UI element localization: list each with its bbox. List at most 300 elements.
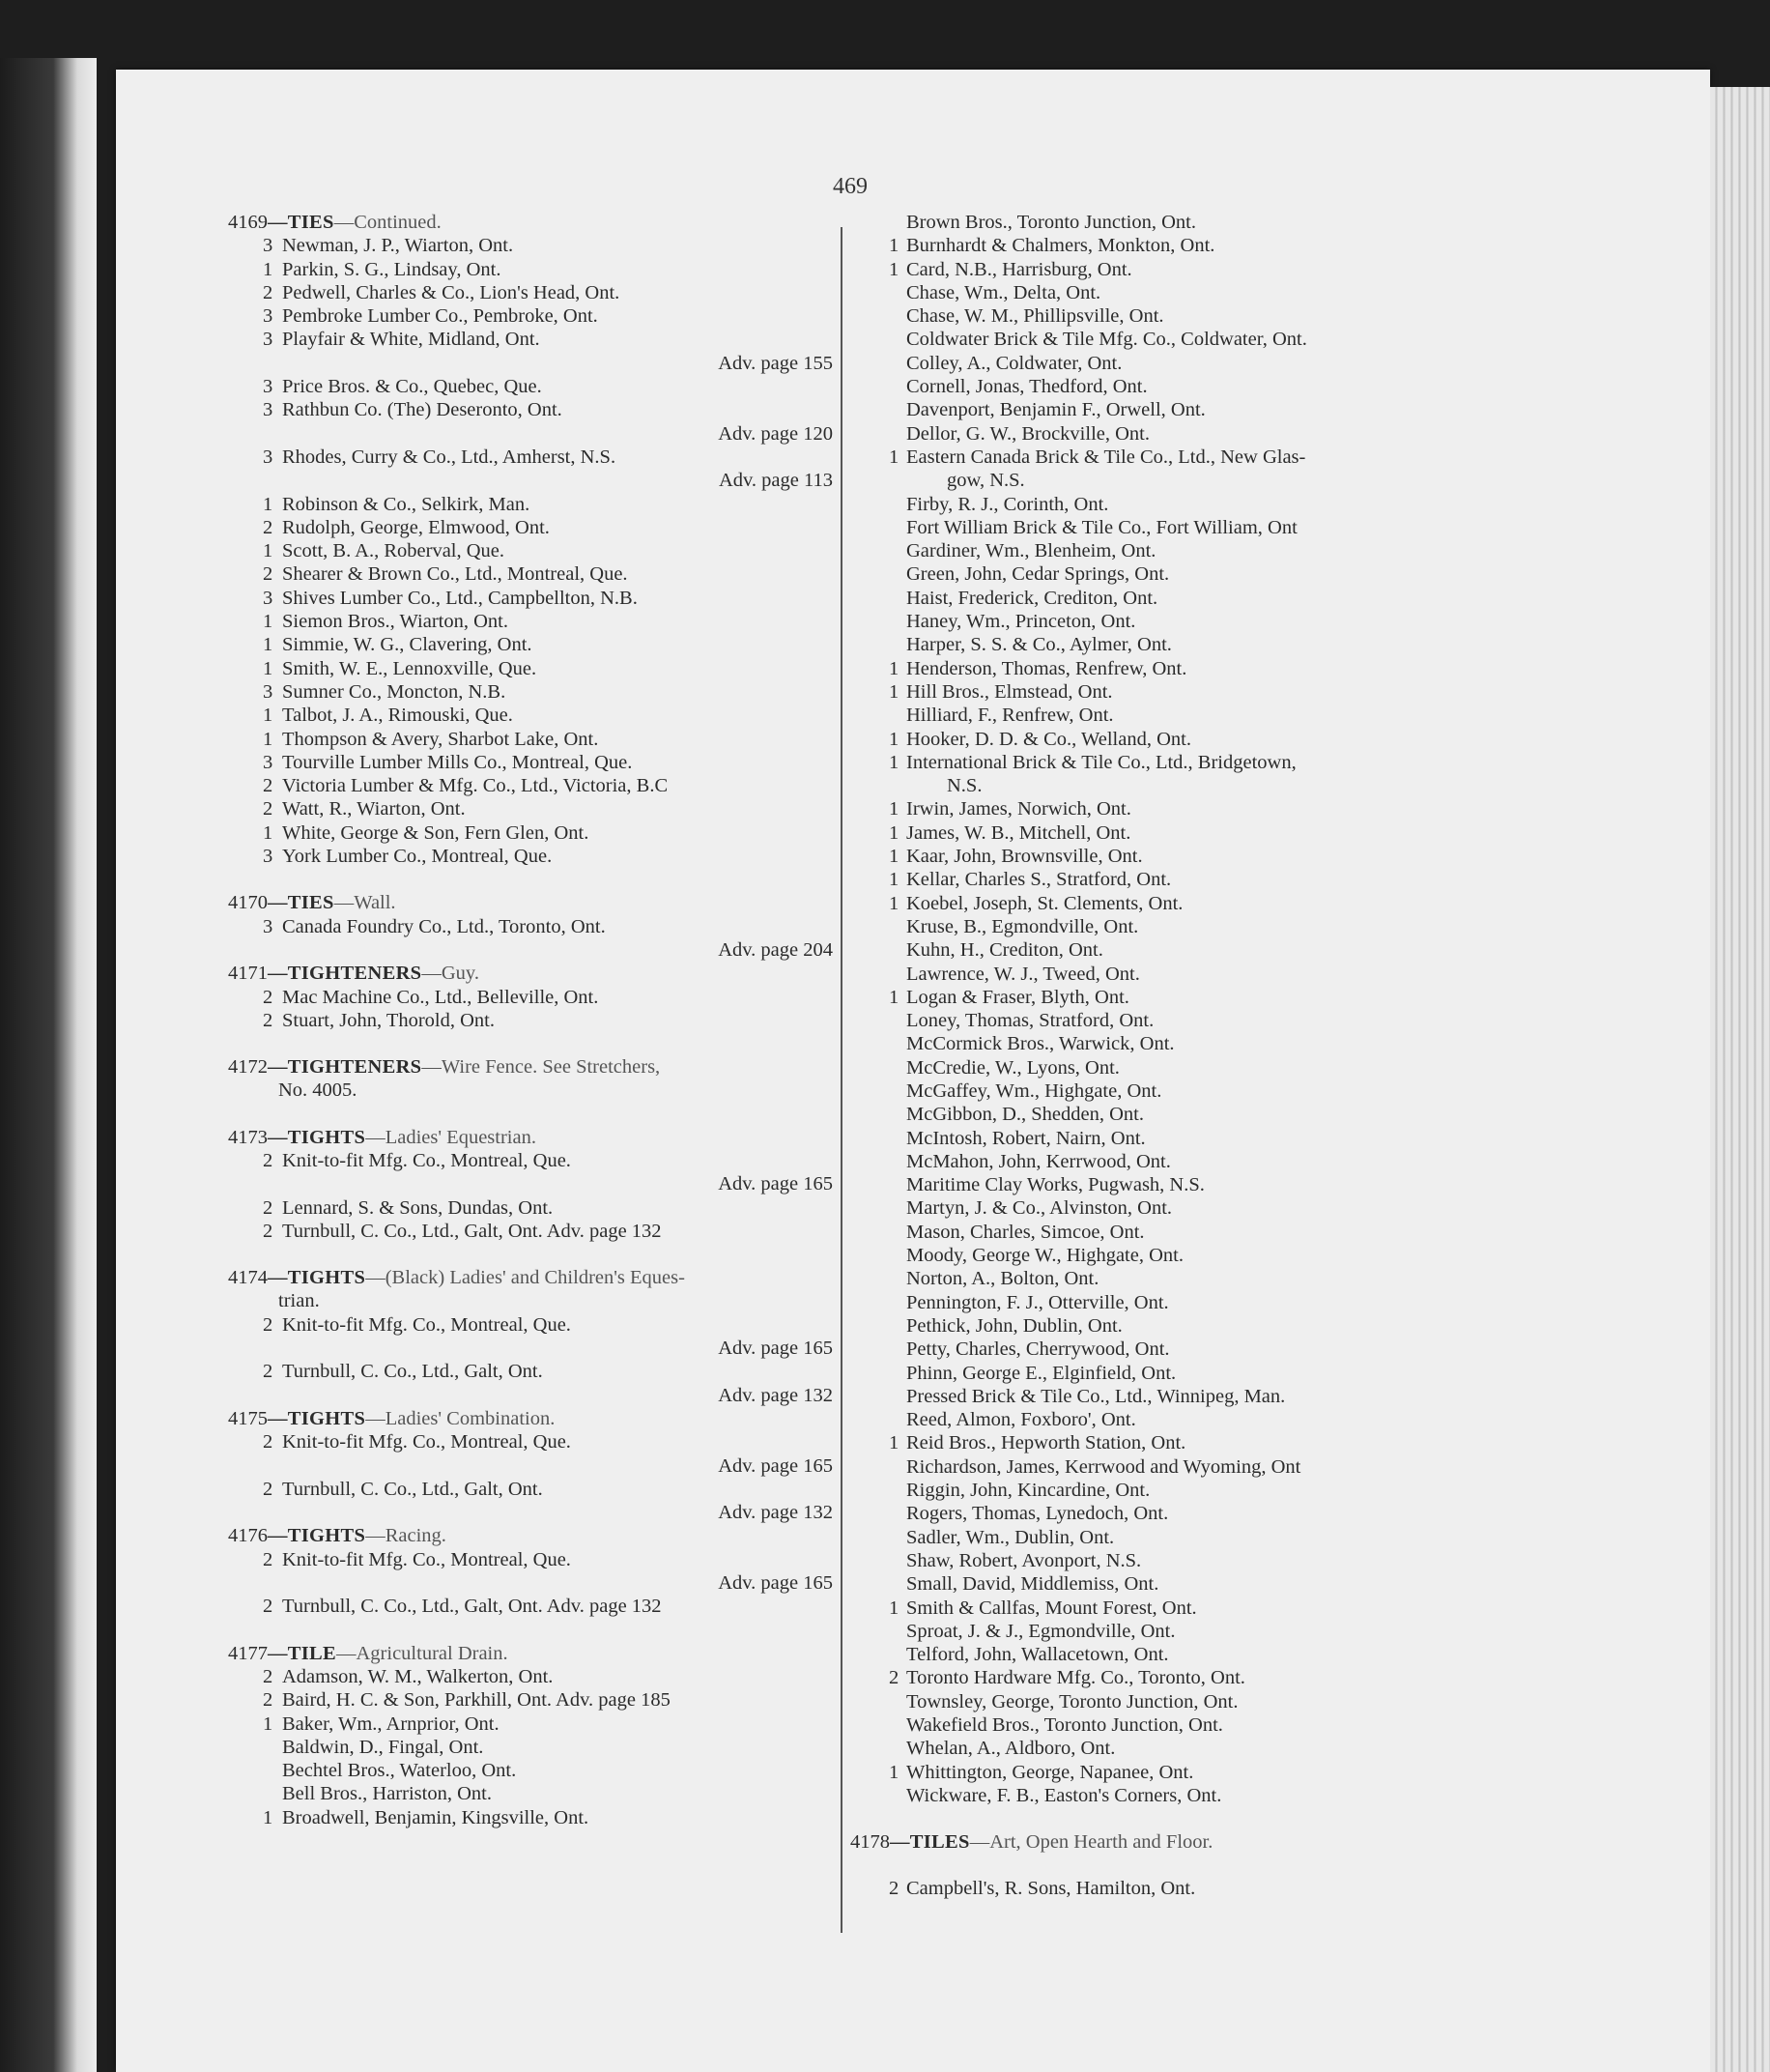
entry-grade: 2: [263, 798, 273, 820]
entry-name: Hill Bros., Elmstead, Ont.: [906, 680, 1113, 703]
directory-entry: [850, 516, 1449, 539]
category-keyword: —TIGHTENERS: [268, 963, 422, 985]
category-heading-continuation: No. 4005.: [278, 1079, 357, 1102]
entry-name: James, W. B., Mitchell, Ont.: [906, 821, 1131, 844]
entry-name: Stuart, John, Thorold, Ont.: [282, 1009, 495, 1031]
entry-name: Henderson, Thomas, Renfrew, Ont.: [906, 657, 1187, 679]
entry-name: Toronto Hardware Mfg. Co., Toronto, Ont.: [906, 1667, 1245, 1689]
directory-entry: [850, 1056, 1449, 1079]
directory-entry: [228, 821, 837, 845]
entry-name: Eastern Canada Brick & Tile Co., Ltd., New Glas-: [906, 446, 1306, 468]
entry-grade: 1: [889, 1432, 899, 1454]
entry-name: Haney, Wm., Princeton, Ont.: [906, 611, 1136, 633]
entry-name: Townsley, George, Toronto Junction, Ont.: [906, 1690, 1239, 1712]
entry-name: Newman, J. P., Wiarton, Ont.: [282, 235, 514, 257]
entry-grade: 1: [263, 705, 273, 727]
directory-entry: [228, 539, 837, 562]
category-keyword: —TIGHTS: [268, 1407, 366, 1429]
entry-name: Simmie, W. G., Clavering, Ont.: [282, 634, 532, 656]
category-heading: [228, 1126, 837, 1149]
section-gap: [850, 1807, 1449, 1830]
category-subtitle: —Art, Open Hearth and Floor.: [969, 1831, 1213, 1854]
category-number: 4169: [228, 212, 268, 233]
entry-name: Logan & Fraser, Blyth, Ont.: [906, 986, 1129, 1008]
directory-entry: [850, 493, 1449, 516]
category-subtitle: —Continued.: [333, 212, 442, 233]
entry-name: Hilliard, F., Renfrew, Ont.: [906, 705, 1114, 727]
directory-entry: [850, 1526, 1449, 1549]
category-heading: [228, 211, 837, 234]
advertisement-page-ref: Adv. page 132: [718, 1502, 833, 1524]
advertisement-page-ref: Adv. page 204: [718, 938, 833, 961]
entry-name: Brown Bros., Toronto Junction, Ont.: [906, 212, 1196, 233]
advertisement-page-ref: Adv. page 155: [718, 352, 833, 374]
entry-grade: 1: [889, 846, 899, 868]
advertisement-page-ref: Adv. page 165: [718, 1338, 833, 1360]
entry-name: McCredie, W., Lyons, Ont.: [906, 1056, 1120, 1079]
entry-grade: 1: [889, 728, 899, 750]
entry-name: Baldwin, D., Fingal, Ont.: [282, 1736, 484, 1758]
left-column: [228, 211, 837, 1829]
category-number: 4178: [850, 1831, 890, 1854]
entry-name: Fort William Brick & Tile Co., Fort William, Ont: [906, 516, 1298, 538]
entry-grade: 1: [263, 611, 273, 633]
category-heading: [228, 1055, 837, 1079]
directory-entry: [850, 328, 1449, 351]
entry-continuation: N.S.: [947, 775, 983, 797]
section-gap: [228, 1619, 837, 1642]
right-column: [850, 211, 1449, 1901]
entry-name: Whelan, A., Aldboro, Ont.: [906, 1738, 1116, 1760]
entry-name: Mac Machine Co., Ltd., Belleville, Ont.: [282, 986, 599, 1008]
directory-entry: [228, 1759, 837, 1782]
advertisement-page-ref: Adv. page 165: [718, 1454, 833, 1477]
category-heading: [228, 962, 837, 985]
entry-name: Card, N.B., Harrisburg, Ont.: [906, 258, 1132, 280]
entry-name: Moody, George W., Highgate, Ont.: [906, 1245, 1184, 1267]
entry-name: Colley, A., Coldwater, Ont.: [906, 352, 1123, 374]
entry-name: Knit-to-fit Mfg. Co., Montreal, Que.: [282, 1548, 571, 1570]
directory-entry: [228, 258, 837, 281]
entry-name: Lennard, S. & Sons, Dundas, Ont.: [282, 1196, 554, 1219]
entry-grade: 2: [263, 1220, 273, 1242]
directory-entry: [228, 680, 837, 704]
entry-name: Siemon Bros., Wiarton, Ont.: [282, 611, 508, 633]
directory-entry: [850, 539, 1449, 562]
directory-entry: [228, 845, 837, 868]
directory-entry: [850, 1244, 1449, 1267]
directory-entry: [850, 915, 1449, 938]
entry-name: Burnhardt & Chalmers, Monkton, Ont.: [906, 235, 1215, 257]
section-gap: [228, 1243, 837, 1266]
directory-entry: [850, 1479, 1449, 1502]
advertisement-page-ref: Adv. page 132: [718, 1384, 833, 1406]
section-gap: [228, 868, 837, 891]
directory-entry: [228, 328, 837, 351]
category-heading: [228, 1642, 837, 1665]
entry-grade: 3: [263, 399, 273, 421]
entry-grade: 3: [263, 846, 273, 868]
category-subtitle: —Ladies' Equestrian.: [365, 1126, 536, 1148]
directory-entry: [228, 281, 837, 304]
directory-entry: [850, 1784, 1449, 1807]
directory-entry: [850, 704, 1449, 727]
entry-name: Wickware, F. B., Easton's Corners, Ont.: [906, 1784, 1222, 1806]
entry-name: White, George & Son, Fern Glen, Ont.: [282, 821, 589, 844]
directory-entry: [228, 304, 837, 328]
entry-grade: 1: [889, 892, 899, 914]
entry-name: Turnbull, C. Co., Ltd., Galt, Ont.: [282, 1478, 543, 1500]
advertisement-page-ref: Adv. page 120: [718, 422, 833, 445]
entry-grade: 2: [263, 1548, 273, 1570]
entry-name: York Lumber Co., Montreal, Que.: [282, 846, 553, 868]
directory-entry: [850, 938, 1449, 962]
directory-entry: [850, 211, 1449, 234]
entry-grade: 2: [889, 1878, 899, 1900]
entry-grade: 2: [263, 775, 273, 797]
directory-entry: [850, 1314, 1449, 1338]
entry-name: Firby, R. J., Corinth, Ont.: [906, 493, 1109, 515]
entry-name: Dellor, G. W., Brockville, Ont.: [906, 422, 1150, 445]
entry-name: Tourville Lumber Mills Co., Montreal, Que.: [282, 751, 633, 773]
entry-name: Robinson & Co., Selkirk, Man.: [282, 493, 530, 515]
category-number: 4172: [228, 1056, 268, 1079]
category-heading-continuation: trian.: [278, 1290, 320, 1312]
entry-name: Bell Bros., Harriston, Ont.: [282, 1783, 492, 1805]
entry-name: Rathbun Co. (The) Deseronto, Ont.: [282, 399, 562, 421]
entry-name: Lawrence, W. J., Tweed, Ont.: [906, 963, 1140, 985]
directory-entry: [850, 1221, 1449, 1244]
entry-name: Reid Bros., Hepworth Station, Ont.: [906, 1432, 1186, 1454]
directory-entry: [850, 352, 1449, 375]
directory-entry: [850, 446, 1449, 469]
section-gap: [228, 1032, 837, 1055]
directory-entry: [850, 1196, 1449, 1220]
entry-name: Playfair & White, Midland, Ont.: [282, 329, 540, 351]
entry-grade: 2: [263, 1478, 273, 1500]
category-keyword: —TILE: [268, 1642, 336, 1664]
directory-entry: [850, 1761, 1449, 1784]
page-number: 469: [833, 174, 868, 199]
directory-entry: [228, 751, 837, 774]
section-gap: [228, 1103, 837, 1126]
entry-name: Bechtel Bros., Waterloo, Ont.: [282, 1760, 517, 1782]
directory-entry: [850, 821, 1449, 845]
advertisement-page-ref: Adv. page 165: [718, 1572, 833, 1595]
entry-name: Rudolph, George, Elmwood, Ont.: [282, 516, 550, 538]
category-subtitle: —Racing.: [365, 1525, 446, 1547]
entry-grade: 1: [263, 540, 273, 562]
entry-name: Green, John, Cedar Springs, Ont.: [906, 563, 1170, 586]
entry-name: Mason, Charles, Simcoe, Ont.: [906, 1221, 1145, 1243]
directory-entry: [228, 1548, 837, 1571]
entry-name: Rogers, Thomas, Lynedoch, Ont.: [906, 1503, 1169, 1525]
entry-grade: 2: [263, 1596, 273, 1618]
entry-name: Turnbull, C. Co., Ltd., Galt, Ont. Adv. page 132: [282, 1220, 662, 1242]
entry-grade: 2: [263, 1689, 273, 1712]
directory-entry: [850, 845, 1449, 868]
category-subtitle: —Ladies' Combination.: [365, 1407, 556, 1429]
entry-name: Knit-to-fit Mfg. Co., Montreal, Que.: [282, 1149, 571, 1171]
directory-entry: [228, 1595, 837, 1618]
directory-entry: [850, 1620, 1449, 1643]
entry-grade: 1: [889, 1761, 899, 1783]
directory-entry: [228, 633, 837, 656]
directory-entry: [228, 587, 837, 610]
directory-entry: [850, 281, 1449, 304]
entry-name: Price Bros. & Co., Quebec, Que.: [282, 376, 542, 398]
entry-grade: 3: [263, 915, 273, 937]
entry-grade: 1: [263, 493, 273, 515]
directory-entry: [228, 562, 837, 586]
directory-entry: [850, 1150, 1449, 1173]
directory-entry: [850, 610, 1449, 633]
directory-entry: [228, 1478, 837, 1501]
directory-entry: [228, 516, 837, 539]
directory-entry: [228, 1430, 837, 1453]
category-number: 4175: [228, 1407, 268, 1429]
directory-entry: [850, 1408, 1449, 1431]
entry-name: Phinn, George E., Elginfield, Ont.: [906, 1362, 1177, 1384]
entry-grade: 1: [889, 680, 899, 703]
directory-entry: [228, 1712, 837, 1736]
directory-entry: [850, 1079, 1449, 1103]
entry-grade: 1: [263, 821, 273, 844]
entry-name: McCormick Bros., Warwick, Ont.: [906, 1033, 1175, 1055]
entry-name: Pressed Brick & Tile Co., Ltd., Winnipeg, Man.: [906, 1385, 1286, 1407]
entry-name: Shives Lumber Co., Ltd., Campbellton, N.B.: [282, 587, 638, 609]
directory-entry: [228, 1360, 837, 1383]
category-heading: [228, 891, 837, 914]
entry-grade: 2: [263, 563, 273, 586]
directory-entry: [850, 657, 1449, 680]
directory-entry: [850, 963, 1449, 986]
directory-entry: [850, 1666, 1449, 1689]
directory-entry: [850, 1502, 1449, 1525]
directory-entry: [228, 774, 837, 797]
entry-name: Rhodes, Curry & Co., Ltd., Amherst, N.S.: [282, 446, 616, 468]
directory-entry: [850, 1877, 1449, 1900]
entry-name: Baker, Wm., Arnprior, Ont.: [282, 1712, 500, 1735]
directory-entry: [850, 986, 1449, 1009]
entry-grade: 1: [263, 657, 273, 679]
category-number: 4177: [228, 1642, 268, 1664]
category-number: 4170: [228, 892, 268, 914]
entry-grade: 3: [263, 305, 273, 328]
entry-grade: 1: [263, 258, 273, 280]
directory-entry: [850, 258, 1449, 281]
directory-entry: [850, 1103, 1449, 1126]
directory-entry: [850, 1291, 1449, 1314]
directory-entry: [228, 657, 837, 680]
directory-entry: [850, 633, 1449, 656]
entry-name: Turnbull, C. Co., Ltd., Galt, Ont.: [282, 1361, 543, 1383]
advertisement-page-ref: Adv. page 165: [718, 1173, 833, 1195]
directory-entry: [228, 728, 837, 751]
entry-name: Pembroke Lumber Co., Pembroke, Ont.: [282, 305, 598, 328]
category-subtitle: —Wire Fence. See Stretchers,: [421, 1056, 661, 1079]
category-keyword: —TILES: [890, 1831, 970, 1854]
category-number: 4174: [228, 1267, 268, 1289]
directory-entry: [228, 234, 837, 257]
entry-name: Knit-to-fit Mfg. Co., Montreal, Que.: [282, 1313, 571, 1336]
directory-entry: [850, 1713, 1449, 1737]
entry-name: Watt, R., Wiarton, Ont.: [282, 798, 466, 820]
entry-name: McMahon, John, Kerrwood, Ont.: [906, 1150, 1171, 1172]
entry-name: Maritime Clay Works, Pugwash, N.S.: [906, 1174, 1205, 1196]
entry-grade: 2: [263, 281, 273, 303]
directory-entry: [850, 1127, 1449, 1150]
directory-entry: [228, 1806, 837, 1829]
entry-continuation: gow, N.S.: [947, 470, 1025, 492]
directory-entry: [228, 1149, 837, 1172]
category-number: 4173: [228, 1126, 268, 1148]
entry-grade: 1: [889, 657, 899, 679]
category-heading: [228, 1266, 837, 1289]
entry-name: Cornell, Jonas, Thedford, Ont.: [906, 376, 1148, 398]
directory-entry: [228, 1665, 837, 1688]
category-keyword: —TIGHTS: [268, 1267, 366, 1289]
directory-entry: [228, 915, 837, 938]
directory-entry: [850, 422, 1449, 446]
entry-grade: 1: [889, 798, 899, 820]
entry-grade: 3: [263, 376, 273, 398]
entry-name: Knit-to-fit Mfg. Co., Montreal, Que.: [282, 1431, 571, 1453]
directory-entry: [850, 398, 1449, 421]
entry-name: McIntosh, Robert, Nairn, Ont.: [906, 1127, 1146, 1149]
entry-name: Pennington, F. J., Otterville, Ont.: [906, 1291, 1169, 1313]
entry-grade: 2: [263, 1313, 273, 1336]
directory-entry: [850, 234, 1449, 257]
entry-name: Sadler, Wm., Dublin, Ont.: [906, 1526, 1115, 1548]
entry-grade: 2: [263, 1431, 273, 1453]
entry-name: Wakefield Bros., Toronto Junction, Ont.: [906, 1714, 1223, 1736]
directory-entry: [228, 1196, 837, 1220]
entry-name: Pethick, John, Dublin, Ont.: [906, 1314, 1123, 1337]
facing-page-edge: [0, 58, 97, 2072]
entry-grade: 2: [263, 1196, 273, 1219]
entry-name: Sumner Co., Moncton, N.B.: [282, 680, 506, 703]
entry-grade: 3: [263, 235, 273, 257]
entry-grade: 1: [889, 821, 899, 844]
entry-name: Kuhn, H., Crediton, Ont.: [906, 939, 1103, 962]
directory-entry: [850, 868, 1449, 891]
directory-entry: [850, 304, 1449, 328]
directory-entry: [228, 1009, 837, 1032]
entry-name: Koebel, Joseph, St. Clements, Ont.: [906, 892, 1184, 914]
entry-name: Chase, Wm., Delta, Ont.: [906, 281, 1101, 303]
directory-entry: [850, 1597, 1449, 1620]
entry-grade: 1: [889, 751, 899, 773]
directory-entry: [850, 751, 1449, 774]
directory-entry: [228, 493, 837, 516]
entry-name: Small, David, Middlemiss, Ont.: [906, 1573, 1159, 1596]
section-gap: [850, 1854, 1449, 1877]
category-keyword: —TIGHTENERS: [268, 1056, 422, 1079]
category-number: 4171: [228, 963, 268, 985]
entry-name: Broadwell, Benjamin, Kingsville, Ont.: [282, 1806, 589, 1828]
directory-entry: [228, 1313, 837, 1337]
entry-grade: 2: [263, 986, 273, 1008]
directory-entry: [228, 1782, 837, 1805]
directory-entry: [850, 1431, 1449, 1454]
directory-entry: [850, 1690, 1449, 1713]
entry-name: Haist, Frederick, Crediton, Ont.: [906, 587, 1158, 609]
entry-grade: 2: [263, 1361, 273, 1383]
directory-entry: [850, 1572, 1449, 1596]
entry-grade: 2: [263, 516, 273, 538]
category-number: 4176: [228, 1525, 268, 1547]
directory-entry: [850, 1455, 1449, 1479]
entry-name: Smith, W. E., Lennoxville, Que.: [282, 657, 537, 679]
directory-entry: [850, 375, 1449, 398]
entry-grade: 1: [889, 869, 899, 891]
entry-name: Sproat, J. & J., Egmondville, Ont.: [906, 1620, 1176, 1642]
entry-grade: 1: [263, 634, 273, 656]
directory-entry: [850, 1032, 1449, 1055]
entry-name: Baird, H. C. & Son, Parkhill, Ont. Adv. page 185: [282, 1689, 671, 1712]
entry-name: Norton, A., Bolton, Ont.: [906, 1268, 1099, 1290]
entry-grade: 3: [263, 587, 273, 609]
entry-name: International Brick & Tile Co., Ltd., Bridgetown,: [906, 751, 1297, 773]
entry-grade: 1: [889, 235, 899, 257]
directory-entry: [228, 375, 837, 398]
entry-name: Harper, S. S. & Co., Aylmer, Ont.: [906, 634, 1172, 656]
directory-entry: [228, 610, 837, 633]
entry-name: Davenport, Benjamin F., Orwell, Ont.: [906, 399, 1206, 421]
entry-name: Kellar, Charles S., Stratford, Ont.: [906, 869, 1172, 891]
entry-name: Talbot, J. A., Rimouski, Que.: [282, 705, 513, 727]
category-keyword: —TIES: [268, 892, 334, 914]
entry-grade: 2: [263, 1149, 273, 1171]
entry-name: Scott, B. A., Roberval, Que.: [282, 540, 505, 562]
directory-entry: [228, 398, 837, 421]
directory-entry: [850, 797, 1449, 820]
entry-grade: 2: [263, 1009, 273, 1031]
directory-entry: [850, 1385, 1449, 1408]
directory-entry: [850, 1362, 1449, 1385]
entry-grade: 3: [263, 751, 273, 773]
advertisement-page-ref: Adv. page 113: [718, 470, 833, 492]
entry-name: Riggin, John, Kincardine, Ont.: [906, 1480, 1151, 1502]
directory-entry: [850, 1338, 1449, 1361]
column-divider: [841, 227, 842, 1933]
directory-entry: [228, 797, 837, 820]
entry-name: Irwin, James, Norwich, Ont.: [906, 798, 1131, 820]
directory-entry: [850, 1643, 1449, 1666]
entry-grade: 3: [263, 680, 273, 703]
directory-entry: [850, 728, 1449, 751]
directory-entry: [850, 1009, 1449, 1032]
entry-name: Kruse, B., Egmondville, Ont.: [906, 915, 1139, 937]
entry-name: Kaar, John, Brownsville, Ont.: [906, 846, 1143, 868]
directory-entry: [850, 892, 1449, 915]
directory-entry: [850, 1267, 1449, 1290]
entry-name: Martyn, J. & Co., Alvinston, Ont.: [906, 1197, 1173, 1220]
category-subtitle: —(Black) Ladies' and Children's Eques-: [365, 1267, 685, 1289]
entry-name: Reed, Almon, Foxboro', Ont.: [906, 1409, 1136, 1431]
entry-grade: 1: [889, 986, 899, 1008]
directory-entry: [850, 1173, 1449, 1196]
entry-name: Parkin, S. G., Lindsay, Ont.: [282, 258, 501, 280]
entry-name: Richardson, James, Kerrwood and Wyoming, Ont: [906, 1455, 1301, 1478]
entry-grade: 1: [889, 446, 899, 468]
directory-entry: [228, 1688, 837, 1712]
entry-name: Thompson & Avery, Sharbot Lake, Ont.: [282, 728, 599, 750]
directory-entry: [850, 1737, 1449, 1760]
entry-grade: 2: [889, 1667, 899, 1689]
page-stack-edges: [1710, 87, 1770, 2072]
